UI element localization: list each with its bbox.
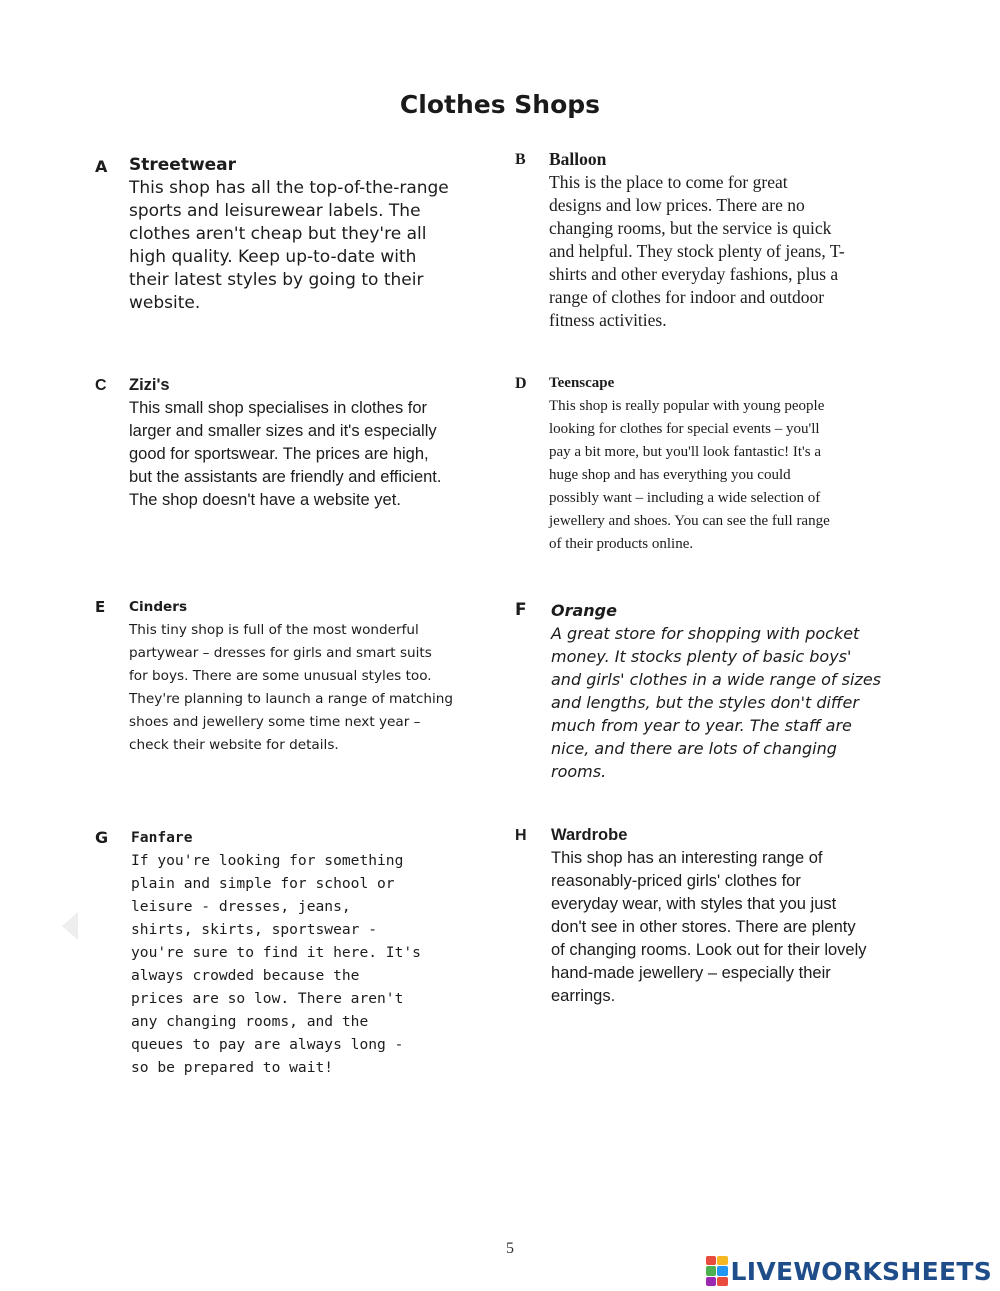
page-number: 5 [506, 1240, 514, 1257]
shop-description: A great store for shopping with pocket money. It stocks plenty of basic boys' and girls' clothes in a wide range of sizes and lengths, but the styles don't differ much from year to year. The staff are nice, and there are lots of changing rooms. [551, 624, 881, 781]
shop-letter: B [515, 151, 526, 168]
shop-description: This small shop specialises in clothes for larger and smaller sizes and it's especially good for sportswear. The prices are high, but the assistants are friendly and efficient. The shop doesn't have a website yet. [129, 399, 442, 509]
shop-name: Wardrobe [551, 826, 628, 844]
shop-letter: H [515, 827, 527, 844]
liveworksheets-logo[interactable] [706, 1254, 992, 1288]
previous-page-arrow-icon[interactable] [62, 912, 78, 940]
brand-name: LIVEWORKSHEETS [730, 1256, 992, 1286]
shop-description: This tiny shop is full of the most wonderful partywear – dresses for girls and smart suits for boys. There are some unusual styles too. They're planning to launch a range of matching shoes and jewellery some time next year – check their website for details. [129, 622, 453, 753]
shop-name: Orange [551, 601, 617, 620]
shop-name: Balloon [549, 149, 607, 169]
shop-letter: A [95, 157, 108, 176]
liveworksheets-logo-icon [706, 1256, 728, 1286]
shop-name: Teenscape [549, 375, 615, 391]
shop-description: This is the place to come for great designs and low prices. There are no changing rooms, but the service is quick and helpful. They stock plenty of jeans, T- shirts and other everyday fashions, plus a range of clothes for indoor and outdoor fitness activities. [549, 172, 845, 330]
page-title: Clothes Shops [399, 90, 601, 119]
shop-description: If you're looking for something plain and simple for school or leisure - dresses, jeans, shirts, skirts, sportswear - you're sure to find it here. It's always crowded because the prices are so low. There aren't any changing rooms, and the queues to pay are always long - so be prepared to wait! [131, 852, 421, 1076]
shop-name: Zizi's [129, 376, 170, 394]
shop-description: This shop is really popular with young people looking for clothes for special events – you'll pay a bit more, but you'll look fantastic! It's a huge shop and has everything you could possibly want – including a wide selection of jewellery and shoes. You can see the full range of their products online. [549, 398, 830, 552]
shop-description: This shop has an interesting range of reasonably-priced girls' clothes for everyday wear, with styles that you just don't see in other stores. There are plenty of changing rooms. Look out for their lovely hand-made jewellery – especially their earrings. [551, 849, 867, 1005]
shop-letter: C [95, 377, 107, 394]
shop-letter: G [95, 828, 109, 847]
shop-name: Cinders [129, 599, 188, 615]
shop-letter: F [515, 600, 527, 620]
shop-letter: E [95, 598, 106, 616]
shop-description: This shop has all the top-of-the-range sports and leisurewear labels. The clothes aren't cheap but they're all high quality. Keep up-to-date with their latest styles by going to their website. [129, 178, 449, 313]
shop-letter: D [515, 375, 527, 392]
shop-name: Fanfare [131, 829, 193, 846]
shop-name: Streetwear [129, 155, 237, 175]
